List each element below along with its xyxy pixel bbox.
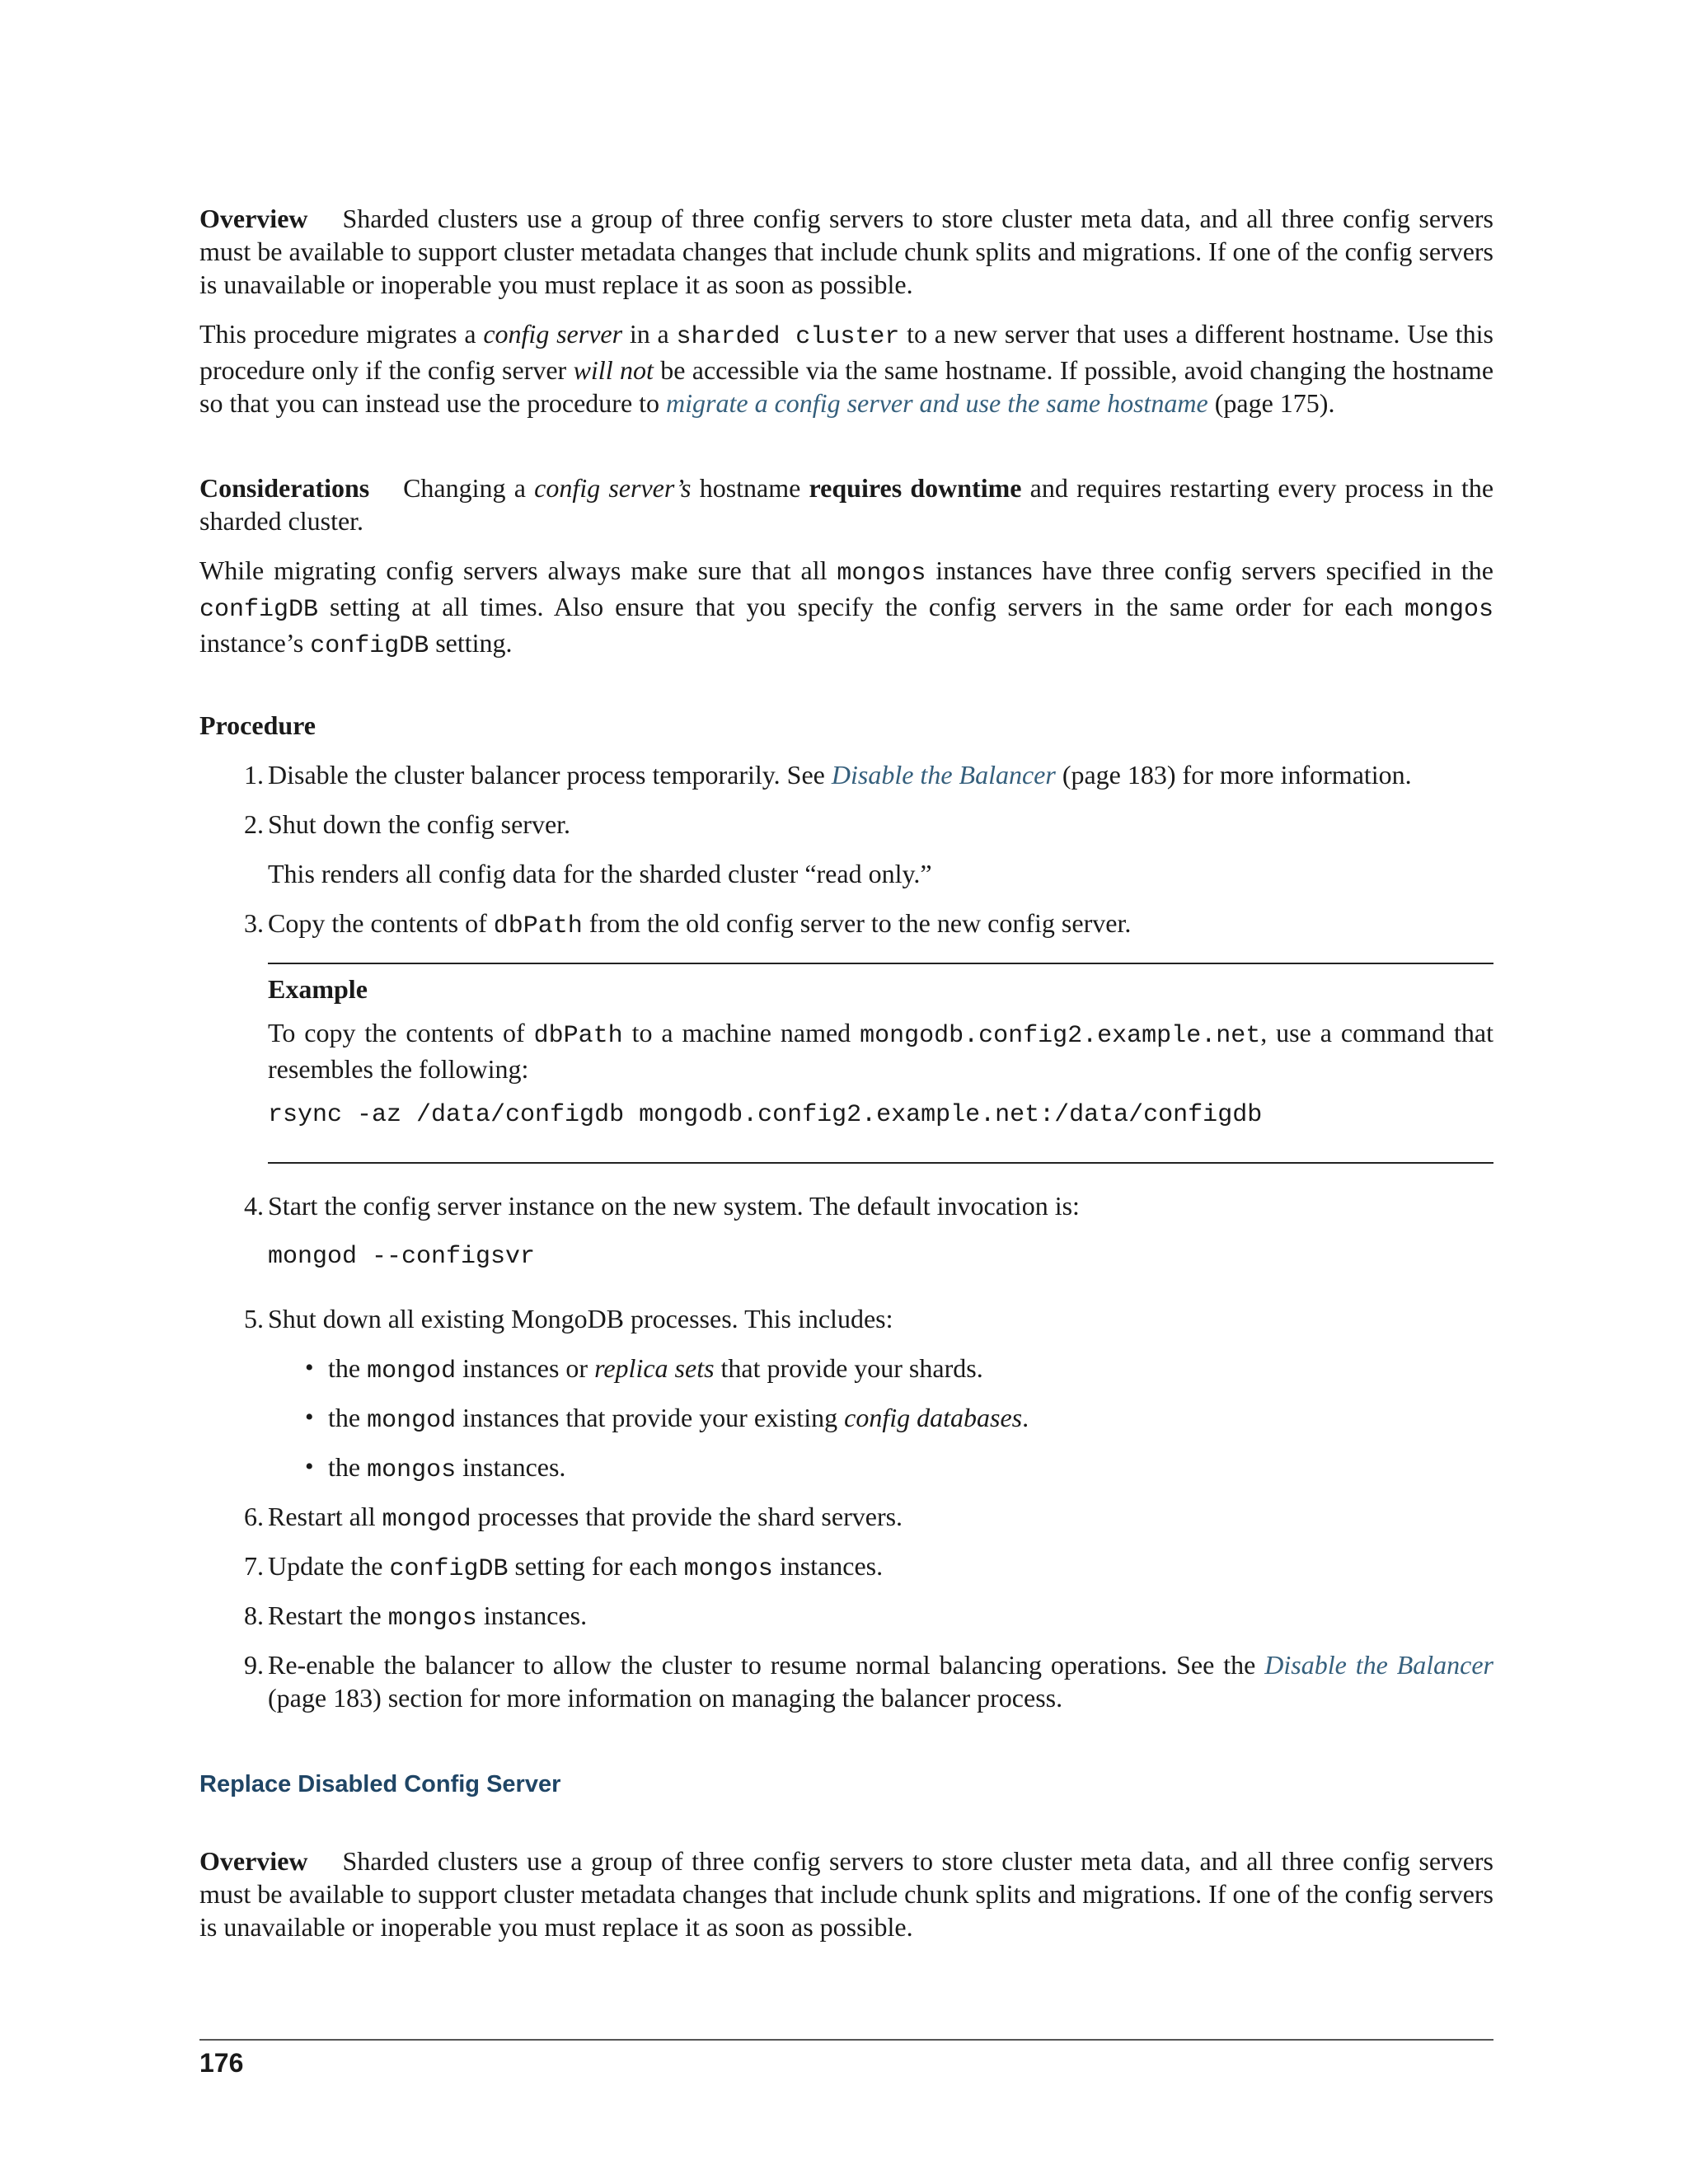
considerations-label: Considerations	[199, 473, 370, 503]
step-9-text-2: (page 183) section for more information on managing the balancer process.	[268, 1683, 1063, 1713]
while-text-1: While migrating config servers always make sure that all	[199, 555, 837, 585]
config-server-term: config server	[483, 319, 623, 349]
bullet-text: instances that provide your existing	[456, 1403, 845, 1432]
while-migrating-paragraph	[199, 554, 1493, 663]
mongos-code: mongos	[837, 560, 926, 588]
overview-text: Sharded clusters use a group of three config servers to store cluster meta data, and all three config servers must be available to support cluster metadata changes that include chunk splits and migrations. If one of the config servers is unavailable or inoperable you must replace it as soon as possible.	[199, 1846, 1493, 1942]
step-8	[268, 1599, 1493, 1635]
while-text-4: instance’s	[199, 628, 311, 658]
step-9	[268, 1648, 1493, 1714]
mongos-code: mongos	[367, 1456, 457, 1484]
step-6-text-2: processes that provide the shard servers.	[471, 1502, 903, 1531]
step-number: 4.	[244, 1191, 264, 1221]
step-number: 6.	[244, 1502, 264, 1531]
step-number: 2.	[244, 809, 264, 839]
step-1-text: Disable the cluster balancer process temporarily. See	[268, 760, 832, 790]
bullet: •	[305, 1453, 314, 1480]
step-4: Start the config server instance on the new system. The default invocation is:	[268, 1191, 1080, 1221]
migrate-text-4: be accessible via the same hostname. If possible, avoid changing the hostname so that you can instead use the procedure to	[199, 355, 1494, 418]
considerations-text-3: and requires restarting every process in the sharded cluster.	[199, 473, 1494, 536]
bullet-text: .	[1022, 1403, 1029, 1432]
migrate-text-3: to a new server that uses a different hostname. Use this procedure only if the config server	[199, 319, 1494, 385]
footer-rule	[199, 2039, 1493, 2041]
step-number: 5.	[244, 1304, 264, 1333]
considerations-paragraph	[199, 471, 1493, 537]
step-1-text-2: (page 183) for more information.	[1055, 760, 1412, 790]
mongod-code: mongod	[382, 1506, 471, 1534]
mongod-code: mongod	[367, 1407, 457, 1435]
example-top-rule	[268, 963, 1493, 964]
bullet-text: that provide your shards.	[714, 1353, 983, 1383]
overview-paragraph-2	[199, 1844, 1493, 1943]
step-5: Shut down all existing MongoDB processes. This includes:	[268, 1304, 893, 1333]
mongod-configsvr-command: mongod --configsvr	[268, 1243, 536, 1271]
considerations-text-2: hostname	[691, 473, 809, 503]
will-not-emphasis: will not	[573, 355, 654, 385]
while-text-5: setting.	[429, 628, 513, 658]
while-text-2: instances have three config servers specified in the	[926, 555, 1494, 585]
procedure-heading: Procedure	[199, 710, 316, 740]
bullet: •	[305, 1404, 314, 1431]
while-text-3: setting at all times. Also ensure that you specify the config servers in the same order for each	[318, 592, 1404, 621]
overview-label: Overview	[199, 204, 308, 233]
step-7	[268, 1549, 1493, 1586]
step-number: 3.	[244, 908, 264, 938]
sharded-cluster-code: sharded cluster	[676, 323, 900, 351]
step-8-text-1: Restart the	[268, 1601, 388, 1630]
step-7-text-3: instances.	[772, 1551, 884, 1581]
step-number: 9.	[244, 1650, 264, 1680]
bullet-text: instances.	[456, 1452, 566, 1482]
config-servers-term: config server’s	[534, 473, 692, 503]
configdb-code: configDB	[310, 632, 429, 660]
bullet: •	[305, 1354, 314, 1381]
step-3	[268, 907, 1493, 943]
configdb-code: configDB	[199, 596, 319, 624]
config-databases-term: config databases	[844, 1403, 1023, 1432]
rsync-command: rsync -az /data/configdb mongodb.config2.example.net:/data/configdb	[268, 1101, 1263, 1129]
disable-balancer-link[interactable]: Disable the Balancer	[1264, 1650, 1494, 1680]
replace-disabled-config-server-heading: Replace Disabled Config Server	[199, 1771, 561, 1797]
example-title: Example	[268, 974, 368, 1004]
mongos-code: mongos	[683, 1555, 773, 1583]
overview-label: Overview	[199, 1846, 308, 1876]
migrate-text-5: (page 175).	[1207, 388, 1335, 418]
step-7-text-1: Update the	[268, 1551, 390, 1581]
migrate-text-2: in a	[622, 319, 677, 349]
mongod-code: mongod	[367, 1357, 457, 1385]
bullet-text: the	[328, 1452, 368, 1482]
bullet-text: instances or	[456, 1353, 595, 1383]
mongos-code: mongos	[1404, 596, 1493, 624]
bullet-item	[328, 1451, 1493, 1487]
step-9-text-1: Re-enable the balancer to allow the cluster to resume normal balancing operations. See the	[268, 1650, 1265, 1680]
dbpath-code: dbPath	[493, 912, 583, 940]
configdb-code: configDB	[389, 1555, 509, 1583]
example-text-1: To copy the contents of	[268, 1018, 534, 1047]
disable-balancer-link[interactable]: Disable the Balancer	[831, 760, 1056, 790]
bullet-text: the	[328, 1403, 368, 1432]
overview-text: Sharded clusters use a group of three config servers to store cluster meta data, and all three config servers must be available to support cluster metadata changes that include chunk splits and migrations. If one of the config servers is unavailable or inoperable you must replace it as soon as possible.	[199, 204, 1493, 299]
bullet-item	[328, 1352, 1493, 1388]
dbpath-code: dbPath	[533, 1022, 623, 1050]
replica-sets-term: replica sets	[594, 1353, 715, 1383]
step-number: 8.	[244, 1601, 264, 1630]
step-3-text-1: Copy the contents of	[268, 908, 494, 938]
considerations-text-1: Changing a	[403, 473, 535, 503]
example-bottom-rule	[268, 1162, 1493, 1164]
migrate-paragraph	[199, 317, 1493, 419]
step-2: Shut down the config server.	[268, 809, 571, 839]
step-6-text-1: Restart all	[268, 1502, 382, 1531]
requires-downtime-emphasis: requires downtime	[809, 473, 1022, 503]
mongos-code: mongos	[387, 1605, 477, 1633]
example-text-2: to a machine named	[622, 1018, 860, 1047]
step-8-text-2: instances.	[476, 1601, 588, 1630]
bullet-text: the	[328, 1353, 368, 1383]
hostname-code: mongodb.config2.example.net	[860, 1022, 1261, 1050]
migrate-text-1: This procedure migrates a	[199, 319, 484, 349]
overview-paragraph	[199, 202, 1493, 301]
step-6	[268, 1500, 1493, 1536]
bullet-item	[328, 1401, 1493, 1437]
step-2-note: This renders all config data for the sharded cluster “read only.”	[268, 859, 932, 888]
page-number: 176	[199, 2048, 244, 2078]
step-number: 7.	[244, 1551, 264, 1581]
step-number: 1.	[244, 760, 264, 790]
step-1	[268, 758, 1493, 791]
example-text-3: , use a command that resembles the following:	[268, 1018, 1494, 1084]
step-3-text-2: from the old config server to the new config server.	[582, 908, 1132, 938]
same-hostname-link[interactable]: migrate a config server and use the same hostname	[666, 388, 1208, 418]
step-7-text-2: setting for each	[508, 1551, 684, 1581]
example-text	[268, 1016, 1493, 1085]
